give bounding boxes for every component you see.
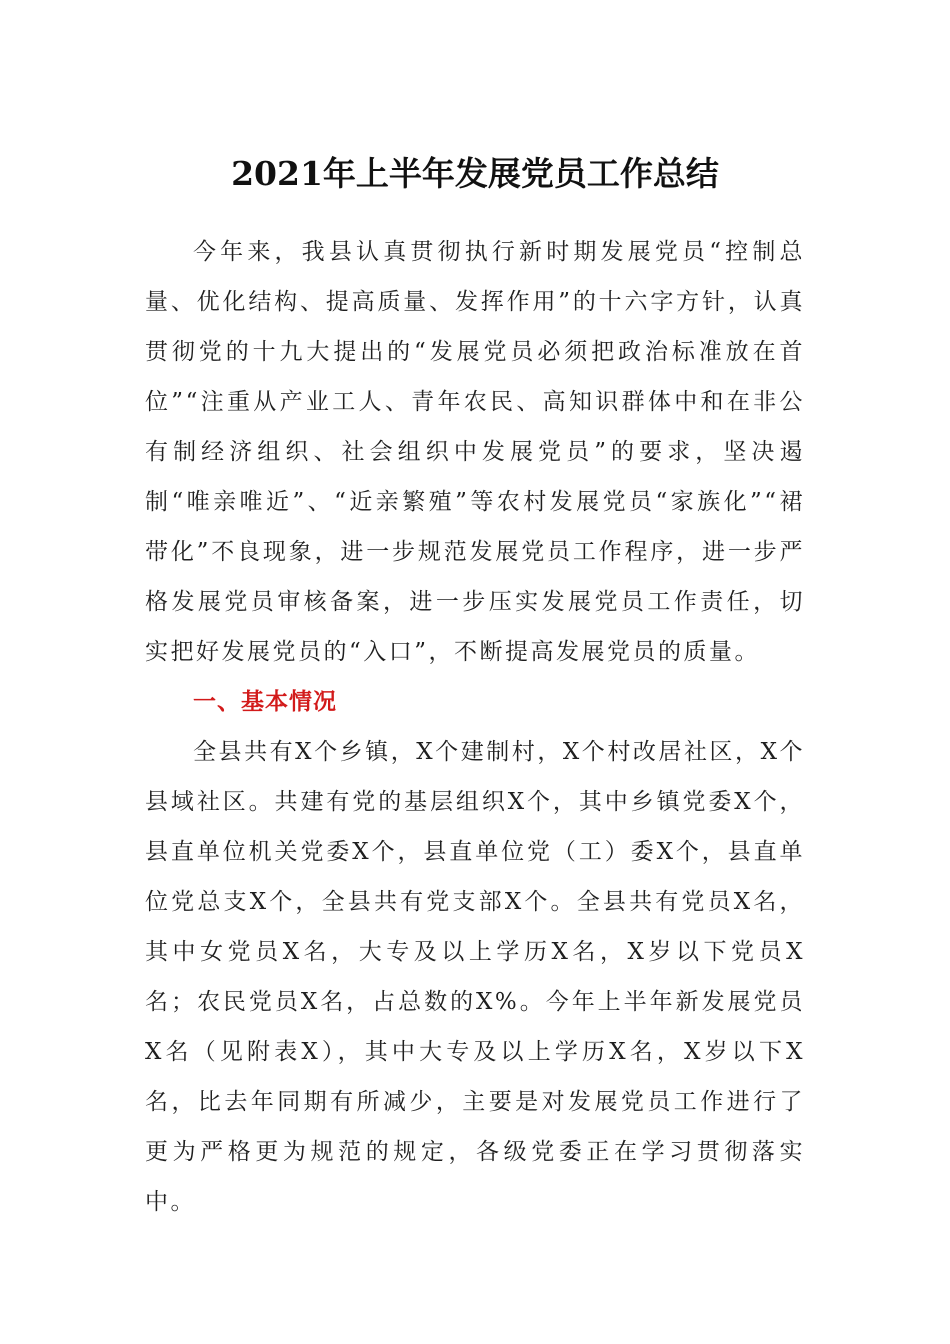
- intro-paragraph: 今年来，我县认真贯彻执行新时期发展党员“控制总量、优化结构、提高质量、发挥作用”的十六字方针，认真贯彻党的十九大提出的“发展党员必须把政治标准放在首位”“注重从产业工人、青年农民、高知识群体中和在非公有制经济组织、社会组织中发展党员”的要求，坚决遏制“唯亲唯近”、“近亲繁殖”等农村发展党员“家族化”“裙带化”不良现象，进一步规范发展党员工作程序，进一步严格发展党员审核备案，进一步压实发展党员工作责任，切实把好发展党员的“入口”，不断提高发展党员的质量。: [145, 239, 805, 665]
- basic-situation-paragraph: 全县共有X个乡镇，X个建制村，X个村改居社区，X个县域社区。共建有党的基层组织X个，其中乡镇党委X个，县直单位机关党委X个，县直单位党（工）委X个，县直单位党总支X个，全县共有党支部X个。全县共有党员X名，其中女党员X名，大专及以上学历X名，X岁以下党员X名；农民党员X名，占总数的X%。今年上半年新发展党员X名（见附表X），其中大专及以上学历X名，X岁以下X名，比去年同期有所减少，主要是对发展党员工作进行了更为严格更为规范的规定，各级党委正在学习贯彻落实中。: [145, 739, 805, 1215]
- document-title: 2021年上半年发展党员工作总结: [231, 154, 719, 193]
- section-heading-basic-situation: 一、基本情况: [193, 689, 337, 715]
